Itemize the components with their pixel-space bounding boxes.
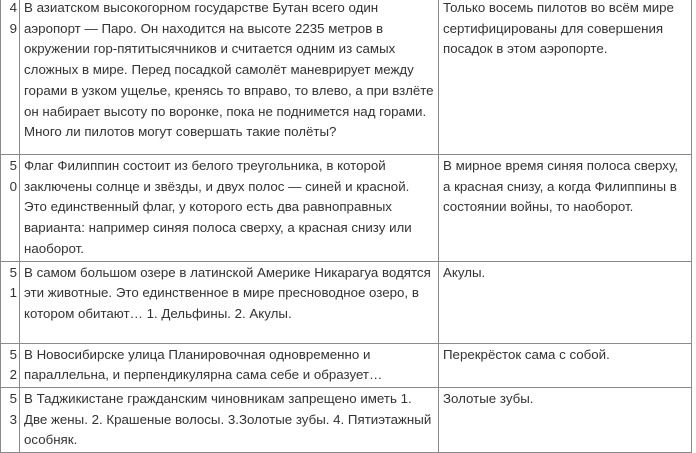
question-cell: В азиатском высокогорном государстве Бутан всего один аэропорт — Паро. Он находится на высоте 2235 метров в окружении гор-пятитысячников и считается одним из самых сложных в мире. Перед посадкой самолёт маневрирует между горами в узком ущелье, кренясь то вправо, то влево, а при взлёте он набирает высоту по воронке, пока не поднимется над горами. Много ли пилотов могут совершать такие полёты?: [20, 0, 439, 155]
answer-cell: Только восемь пилотов во всём мире сертифицированы для совершения посадок в этом аэропорте.: [439, 0, 692, 155]
row-number: 53: [1, 387, 20, 452]
table-row: [1, 387, 692, 452]
table-row: [1, 343, 692, 387]
question-cell: Флаг Филиппин состоит из белого треугольника, в которой заключены солнце и звёзды, и двух полос — синей и красной. Это единственный флаг, у которого есть два равноправных варианта: например синяя полоса сверху, а красная снизу или наоборот.: [20, 155, 439, 262]
row-number: 51: [1, 261, 20, 343]
question-cell: В Новосибирске улица Планировочная одновременно и параллельна, и перпендикулярна сама себе и образует…: [20, 343, 439, 387]
answer-cell: Золотые зубы.: [439, 387, 692, 452]
table-row: [1, 0, 692, 155]
answer-cell: Перекрёсток сама с собой.: [439, 343, 692, 387]
table-row: [1, 261, 692, 343]
row-number: 52: [1, 343, 20, 387]
row-number: 50: [1, 155, 20, 262]
table-row: [1, 155, 692, 262]
question-cell: В Таджикистане гражданским чиновникам запрещено иметь 1. Две жены. 2. Крашеные волосы. 3.Золотые зубы. 4. Пятиэтажный особняк.: [20, 387, 439, 452]
row-number: 49: [1, 0, 20, 155]
question-cell: В самом большом озере в латинской Америке Никарагуа водятся эти животные. Это единственное в мире пресноводное озеро, в котором обитают… 1. Дельфины. 2. Акулы.: [20, 261, 439, 343]
answer-cell: Акулы.: [439, 261, 692, 343]
answer-cell: В мирное время синяя полоса сверху, а красная снизу, а когда Филиппины в состоянии войны, то наоборот.: [439, 155, 692, 262]
